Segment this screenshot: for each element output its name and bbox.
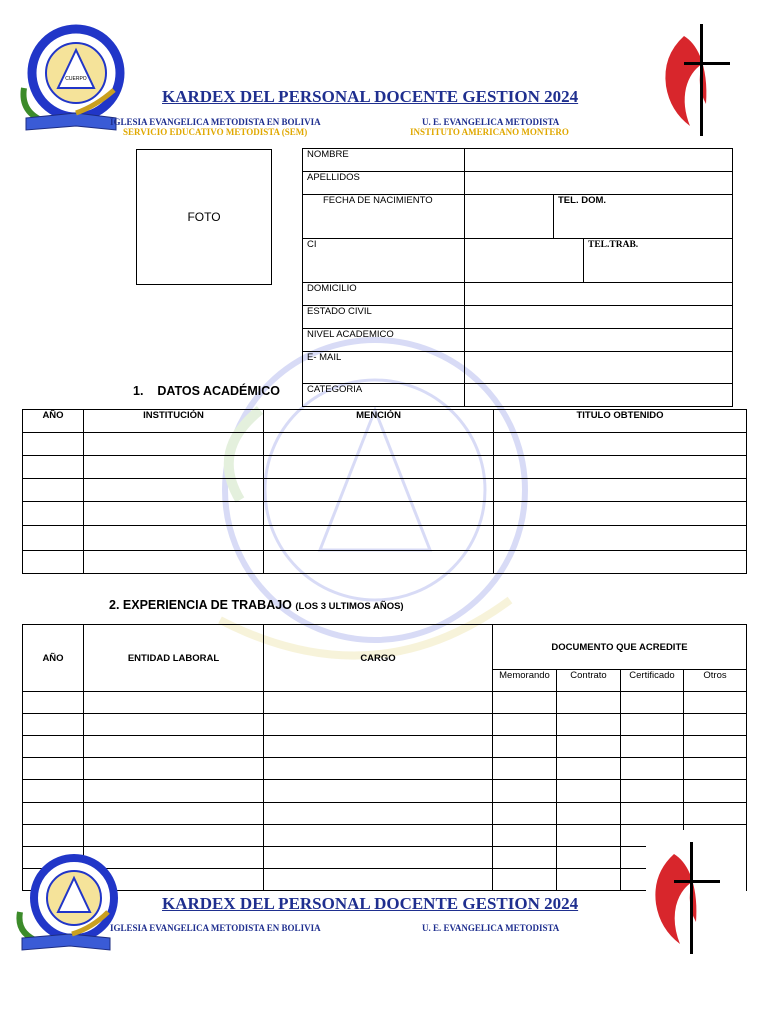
cell[interactable] <box>264 847 493 869</box>
cell[interactable] <box>23 803 84 825</box>
cell[interactable] <box>493 847 557 869</box>
cell[interactable] <box>84 780 264 803</box>
table-row <box>23 433 747 456</box>
cell[interactable] <box>23 433 84 456</box>
cell[interactable] <box>23 502 84 526</box>
cell[interactable] <box>264 456 494 479</box>
cell[interactable] <box>23 758 84 780</box>
svg-text:CUERPO: CUERPO <box>65 76 87 82</box>
cell[interactable] <box>84 526 264 551</box>
header-left-line1: IGLESIA EVANGELICA METODISTA EN BOLIVIA <box>110 117 321 127</box>
cell[interactable] <box>264 736 493 758</box>
cell[interactable] <box>494 433 747 456</box>
tel-dom-label: TEL. DOM. <box>558 195 607 206</box>
cell[interactable] <box>684 803 747 825</box>
domicilio-field[interactable] <box>465 283 733 306</box>
cell[interactable] <box>494 502 747 526</box>
cell[interactable] <box>684 736 747 758</box>
nombre-label: NOMBRE <box>303 149 465 172</box>
cell[interactable] <box>621 758 684 780</box>
table-row <box>23 551 747 574</box>
work-experience-table <box>22 624 747 891</box>
cell[interactable] <box>557 803 621 825</box>
cell[interactable] <box>84 479 264 502</box>
table-row <box>23 714 747 736</box>
email-field[interactable] <box>465 352 733 384</box>
cell[interactable] <box>84 433 264 456</box>
cell[interactable] <box>684 780 747 803</box>
cell[interactable] <box>264 433 494 456</box>
col-mencion: MENCIÓN <box>264 410 494 433</box>
tel-trab-field[interactable] <box>584 239 733 283</box>
header-right-line2: INSTITUTO AMERICANO MONTERO <box>410 127 569 137</box>
cell[interactable] <box>493 736 557 758</box>
table-row <box>23 847 747 869</box>
section2-subtitle: (LOS 3 ULTIMOS AÑOS) <box>295 601 404 612</box>
cell[interactable] <box>684 692 747 714</box>
academic-table <box>22 409 747 574</box>
cell[interactable] <box>557 736 621 758</box>
nivel-label: NIVEL ACADEMICO <box>303 329 465 352</box>
cell[interactable] <box>264 502 494 526</box>
cell[interactable] <box>23 456 84 479</box>
table-row <box>23 758 747 780</box>
methodist-cross-icon <box>656 16 736 138</box>
cell[interactable] <box>621 714 684 736</box>
cell[interactable] <box>84 714 264 736</box>
cell[interactable] <box>264 780 493 803</box>
header-right-line1: U. E. EVANGELICA METODISTA <box>422 117 560 127</box>
cell[interactable] <box>557 692 621 714</box>
cell[interactable] <box>493 803 557 825</box>
tel-dom-field[interactable] <box>554 195 733 239</box>
photo-box[interactable] <box>136 149 272 285</box>
page-title: KARDEX DEL PERSONAL DOCENTE GESTION 2024 <box>162 87 579 106</box>
cell[interactable] <box>264 551 494 574</box>
cell[interactable] <box>84 692 264 714</box>
cell[interactable] <box>84 456 264 479</box>
col-entidad: ENTIDAD LABORAL <box>84 625 264 692</box>
categoria-label: CATEGORIA <box>303 384 465 407</box>
table-row <box>23 526 747 551</box>
cell[interactable] <box>493 825 557 847</box>
cell[interactable] <box>23 526 84 551</box>
cell[interactable] <box>557 869 621 891</box>
cell[interactable] <box>684 714 747 736</box>
table-row <box>23 803 747 825</box>
cell[interactable] <box>23 780 84 803</box>
cell[interactable] <box>621 692 684 714</box>
table-row <box>23 692 747 714</box>
cell[interactable] <box>23 479 84 502</box>
section1-heading <box>133 384 280 398</box>
table-row <box>23 825 747 847</box>
col-certificado: Certificado <box>621 670 684 692</box>
footer-methodist-cross-icon <box>648 834 724 956</box>
cell[interactable] <box>84 736 264 758</box>
ci-label: CI <box>303 239 465 283</box>
col-anio-2: AÑO <box>23 625 84 692</box>
footer-left-line1: IGLESIA EVANGELICA METODISTA EN BOLIVIA <box>110 923 321 933</box>
cell[interactable] <box>264 692 493 714</box>
estado-civil-field[interactable] <box>465 306 733 329</box>
footer-school-logo-icon <box>14 846 118 958</box>
personal-data-table <box>302 148 733 407</box>
cell[interactable] <box>557 847 621 869</box>
nivel-field[interactable] <box>465 329 733 352</box>
estado-civil-label: ESTADO CIVIL <box>303 306 465 329</box>
cell[interactable] <box>493 714 557 736</box>
table-row <box>23 456 747 479</box>
col-cargo: CARGO <box>264 625 493 692</box>
fecha-label: FECHA DE NACIMIENTO <box>303 195 465 239</box>
cell[interactable] <box>23 736 84 758</box>
cell[interactable] <box>493 780 557 803</box>
col-otros: Otros <box>684 670 747 692</box>
cell[interactable] <box>264 479 494 502</box>
cell[interactable] <box>84 803 264 825</box>
cell[interactable] <box>494 456 747 479</box>
col-anio: AÑO <box>23 410 84 433</box>
apellidos-label: APELLIDOS <box>303 172 465 195</box>
cell[interactable] <box>23 692 84 714</box>
cell[interactable] <box>493 758 557 780</box>
cell[interactable] <box>621 780 684 803</box>
cell[interactable] <box>84 502 264 526</box>
table-row <box>23 736 747 758</box>
tel-trab-label: TEL.TRAB. <box>588 240 639 250</box>
section1-title: DATOS ACADÉMICO <box>157 384 281 398</box>
table-row <box>23 479 747 502</box>
table-row <box>23 869 747 891</box>
nombre-field[interactable] <box>465 149 733 172</box>
col-memorando: Memorando <box>493 670 557 692</box>
footer-right-line1: U. E. EVANGELICA METODISTA <box>422 923 560 933</box>
cell[interactable] <box>494 479 747 502</box>
cell[interactable] <box>264 758 493 780</box>
section1-number: 1. <box>133 384 144 398</box>
cell[interactable] <box>264 803 493 825</box>
fecha-field[interactable] <box>465 195 554 239</box>
cell[interactable] <box>493 869 557 891</box>
cell[interactable] <box>557 780 621 803</box>
section2-title: 2. EXPERIENCIA DE TRABAJO <box>109 598 292 612</box>
domicilio-label: DOMICILIO <box>303 283 465 306</box>
footer-title: KARDEX DEL PERSONAL DOCENTE GESTION 2024 <box>162 894 579 913</box>
cell[interactable] <box>264 869 493 891</box>
categoria-field[interactable] <box>465 384 733 407</box>
cell[interactable] <box>494 526 747 551</box>
cell[interactable] <box>264 714 493 736</box>
cell[interactable] <box>23 714 84 736</box>
cell[interactable] <box>264 825 493 847</box>
cell[interactable] <box>84 758 264 780</box>
cell[interactable] <box>557 758 621 780</box>
cell[interactable] <box>84 551 264 574</box>
photo-label: FOTO <box>187 210 221 224</box>
col-institucion: INSTITUCIÓN <box>84 410 264 433</box>
email-label: E- MAIL <box>303 352 465 384</box>
cell[interactable] <box>557 714 621 736</box>
cell[interactable] <box>621 736 684 758</box>
table-row <box>23 502 747 526</box>
cell[interactable] <box>621 803 684 825</box>
cell[interactable] <box>23 825 84 847</box>
section2-heading <box>109 598 404 612</box>
cell[interactable] <box>264 526 494 551</box>
cell[interactable] <box>557 825 621 847</box>
col-titulo: TITULO OBTENIDO <box>494 410 747 433</box>
cell[interactable] <box>494 551 747 574</box>
table-row <box>23 780 747 803</box>
col-contrato: Contrato <box>557 670 621 692</box>
apellidos-field[interactable] <box>465 172 733 195</box>
cell[interactable] <box>684 758 747 780</box>
col-documento: DOCUMENTO QUE ACREDITE <box>493 625 747 670</box>
cell[interactable] <box>23 551 84 574</box>
ci-field[interactable] <box>465 239 584 283</box>
cell[interactable] <box>493 692 557 714</box>
cell[interactable] <box>84 825 264 847</box>
header-left-line2: SERVICIO EDUCATIVO METODISTA (SEM) <box>123 127 308 137</box>
